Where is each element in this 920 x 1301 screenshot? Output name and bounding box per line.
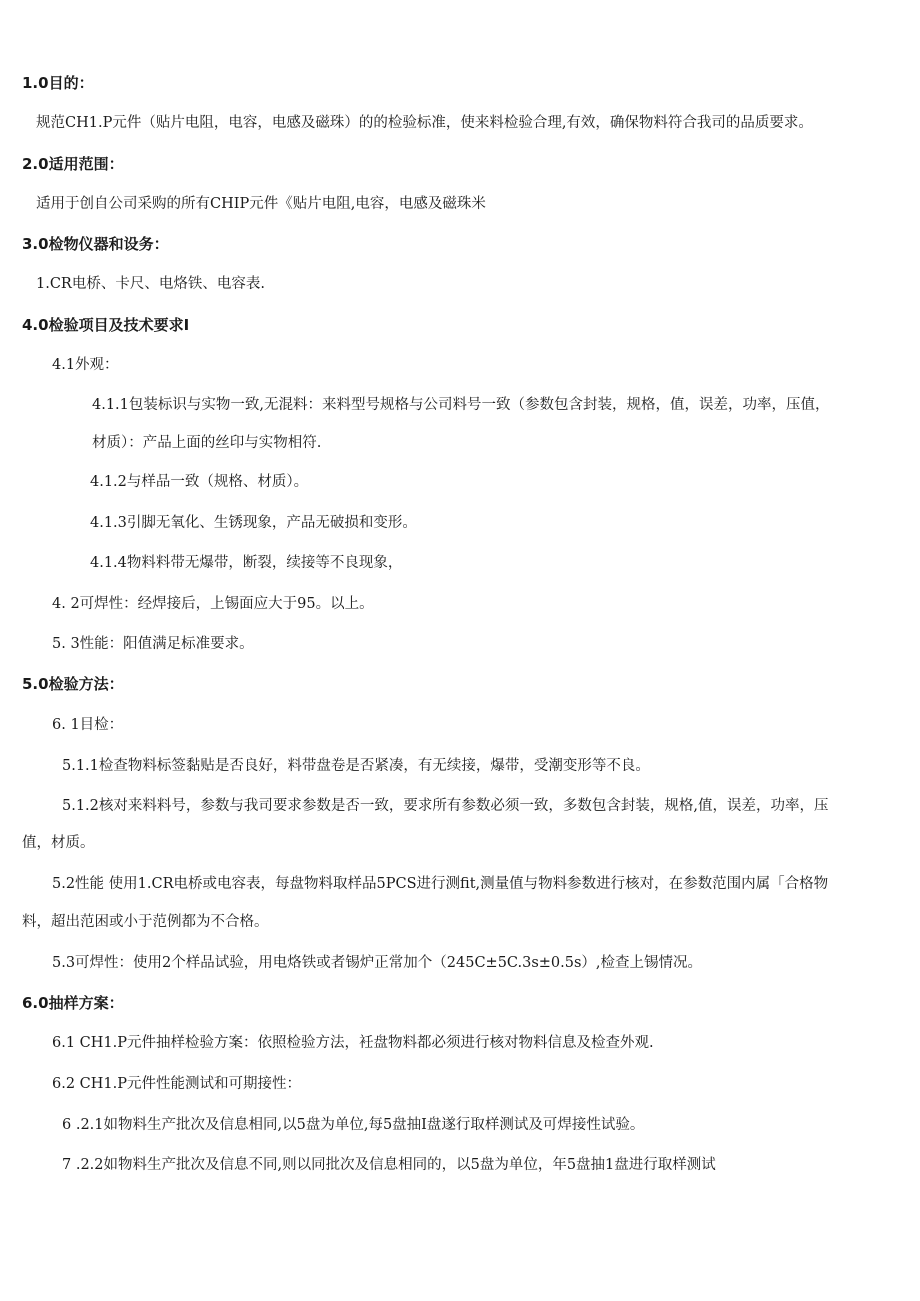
- item-4-1-1-continued: 材质）：产品上面的丝印与实物相符.: [92, 435, 322, 451]
- item-6-2-1: 6 .2.1如物料生产批次及信息相同,以5盘为单位,每5盘抽I盘遂行取样测试及可焊接性试验。: [62, 1117, 645, 1133]
- item-6-1: 6.1 CH1.P元件抽样检验方案：依照检验方法，衽盘物料都必须进行核对物料信息及检查外观.: [52, 1035, 654, 1051]
- section-heading-purpose: 1.0目的：: [22, 74, 94, 92]
- item-5-1-2: 5.1.2核对来料料号，参数与我司要求参数是否一致，要求所有参数必须一致，多数包含封装，规格,值，误差，功率，压: [62, 798, 829, 814]
- item-4-1-2: 4.1.2与样品一致（规格、材质）。: [90, 474, 309, 490]
- section-heading-methods: 5.0检验方法：: [22, 675, 124, 693]
- item-6-2-2: 7 .2.2如物料生产批次及信息不同,则以同批次及信息相同的，以5盘为单位，年5盘抽1盘进行取样测试: [62, 1157, 716, 1173]
- item-5-2: 5.2性能 使用1.CR电桥或电容表，每盘物料取样品5PCS进行测fit,测量值与物料参数进行核对，在参数范围内属「合格物: [52, 876, 829, 892]
- item-6-2: 6.2 CH1.P元件性能测试和可期接性：: [52, 1076, 301, 1092]
- item-5-1-2-continued: 值，材质。: [22, 835, 95, 851]
- item-4-2: 4. 2可焊性：经焊接后，上锡面应大于95。以上。: [52, 596, 374, 612]
- section-heading-instruments: 3.0检物仪器和设务：: [22, 235, 169, 253]
- scope-text: 适用于创自公司采购的所有CHIP元件《贴片电阻,电容，电感及磁珠米: [36, 196, 486, 212]
- instruments-text: 1.CR电桥、卡尺、电烙铁、电容表.: [36, 276, 265, 292]
- item-5-2-continued: 料，超出范困或小于范例都为不合格。: [22, 914, 269, 930]
- section-heading-sampling: 6.0抽样方案：: [22, 994, 124, 1012]
- item-5-1-1: 5.1.1检查物料标签黏贴是否良好，料带盘卷是否紧凑，有无续接，爆带，受潮变形等不良。: [62, 758, 650, 774]
- item-5-3: 5.3可焊性：使用2个样品试验，用电烙铁或者锡炉正常加个（245C±5C.3s±0.5s）,检查上锡情况。: [52, 955, 703, 971]
- item-4-1-4: 4.1.4物料料带无爆带，断裂，续接等不良现象，: [90, 555, 403, 571]
- item-5-1: 6. 1目检：: [52, 717, 124, 733]
- item-4-1-1: 4.1.1包装标识与实物一致,无混料：来料型号规格与公司料号一致（参数包含封装，规格，值，误差，功率，压值，: [92, 397, 830, 413]
- section-heading-scope: 2.0适用范围：: [22, 155, 124, 173]
- item-4-3: 5. 3性能：阳值满足标准要求。: [52, 636, 254, 652]
- item-4-1-3: 4.1.3引脚无氧化、生锈现象，产品无破损和变形。: [90, 515, 417, 531]
- item-4-1: 4.1外观：: [52, 357, 119, 373]
- purpose-text: 规范CH1.P元件（贴片电阻，电容，电感及磁珠）的的检验标准，使来料检验合理,有效，确保物料符合我司的品质要求。: [36, 115, 813, 131]
- section-heading-inspection-items: 4.0检验项目及技术要求I: [22, 316, 190, 334]
